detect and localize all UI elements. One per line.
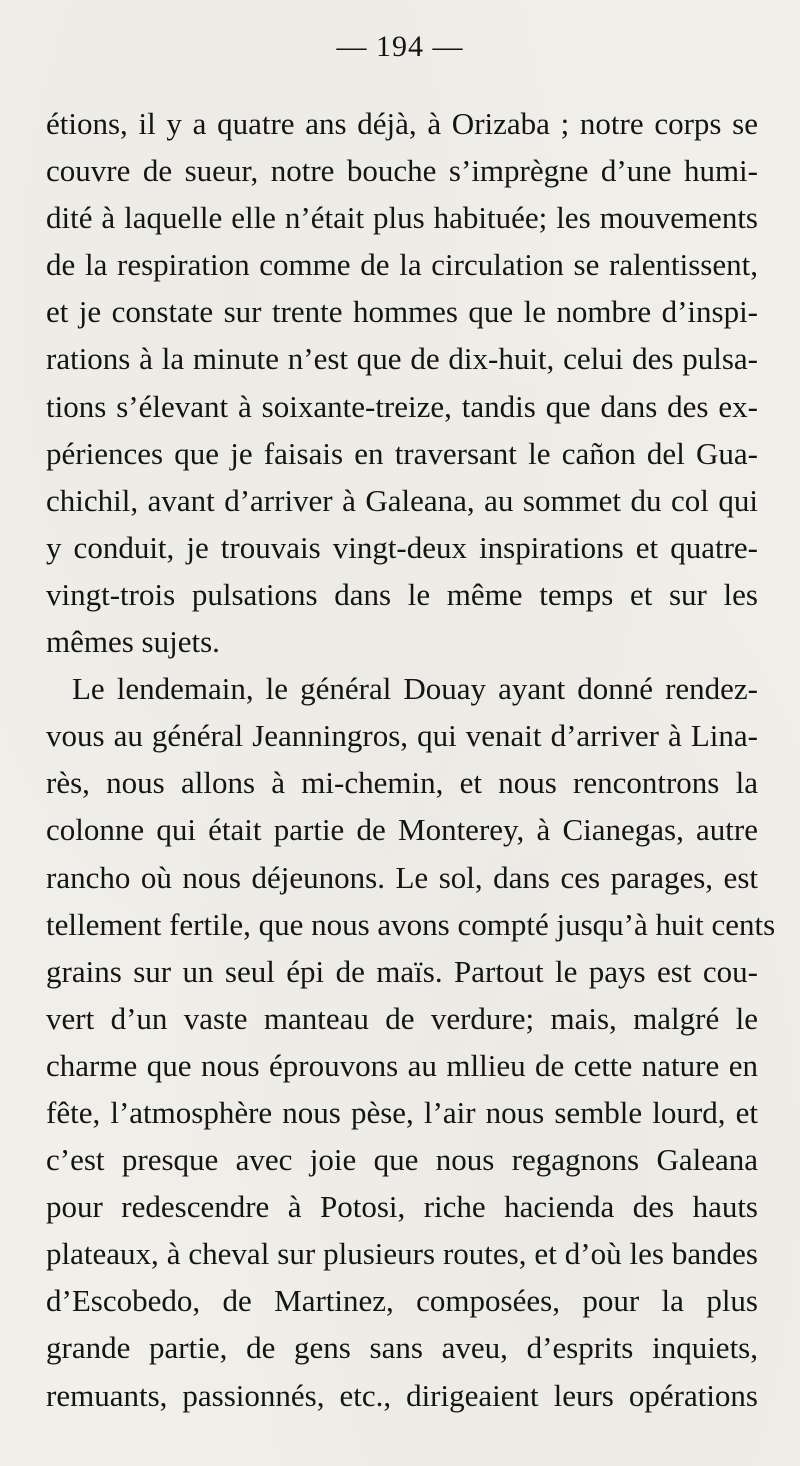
paragraph-2 — [46, 665, 776, 1419]
text-line: étions, il y a quatre ans déjà, à Orizaba ; notre corps se — [46, 106, 758, 141]
page-number: — 194 — — [336, 30, 464, 63]
text-line: de la respiration comme de la circulation se ralentissent, — [46, 247, 758, 283]
text-line: fête, l’atmosphère nous pèse, l’air nous semble lourd, et — [46, 1094, 758, 1130]
text-line: Le lendemain, le général Douay ayant donné rendez- — [72, 671, 758, 707]
text-line: plateaux, à cheval sur plusieurs routes, et d’où les bandes — [46, 1236, 758, 1272]
text-line: grains sur un seul épi de maïs. Partout le pays est cou- — [46, 953, 758, 989]
text-line: dité à laquelle elle n’était plus habituée; les mouvements — [46, 200, 758, 236]
text-line: rès, nous allons à mi-chemin, et nous rencontrons la — [46, 765, 758, 801]
text-line: tions s’élevant à soixante-treize, tandis que dans des ex- — [46, 388, 758, 424]
text-line: rancho où nous déjeunons. Le sol, dans ces parages, est — [46, 859, 758, 895]
text-line: vous au général Jeanningros, qui venait d’arriver à Lina- — [46, 718, 758, 754]
text-line: tellement fertile, que nous avons compté jusqu’à huit cents — [46, 906, 776, 942]
text-line: d’Escobedo, de Martinez, composées, pour la plus — [46, 1283, 758, 1319]
text-line: vingt-trois pulsations dans le même temps et sur les — [46, 576, 758, 612]
text-line: et je constate sur trente hommes que le nombre d’inspi- — [46, 294, 758, 330]
text-line: grande partie, de gens sans aveu, d’esprits inquiets, — [46, 1330, 758, 1366]
paragraph-1 — [46, 100, 758, 665]
text-line: mêmes sujets. — [46, 624, 220, 660]
text-line: périences que je faisais en traversant le cañon del Gua- — [46, 435, 758, 471]
text-line: pour redescendre à Potosi, riche hacienda des hauts — [46, 1189, 758, 1225]
body-text — [46, 100, 776, 1419]
text-line: rations à la minute n’est que de dix-huit, celui des pulsa- — [46, 341, 758, 377]
text-line: vert d’un vaste manteau de verdure; mais, malgré le — [46, 1000, 758, 1036]
text-line: couvre de sueur, notre bouche s’imprègne d’une humi- — [46, 153, 758, 189]
text-line: colonne qui était partie de Monterey, à Cianegas, autre — [46, 812, 758, 848]
text-line: c’est presque avec joie que nous regagnons Galeana — [46, 1142, 758, 1178]
text-line: y conduit, je trouvais vingt-deux inspirations et quatre- — [46, 529, 758, 565]
text-line: charme que nous éprouvons au mllieu de cette nature en — [46, 1047, 758, 1083]
text-line: chichil, avant d’arriver à Galeana, au sommet du col qui — [46, 482, 758, 518]
text-line: remuants, passionnés, etc., dirigeaient leurs opérations — [46, 1377, 758, 1413]
